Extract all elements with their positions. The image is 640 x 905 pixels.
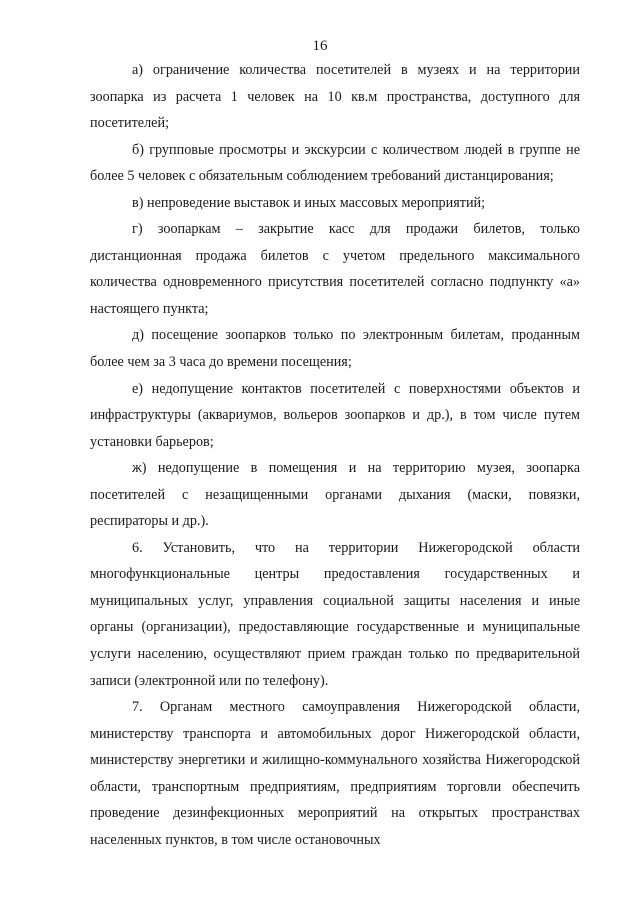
paragraph-item-v: в) непроведение выставок и иных массовых мероприятий;	[132, 194, 486, 211]
paragraph-section-6: 6. Установить, что на территории Нижегородской области многофункциональные центры предоставления государственных и муниципальных услуг, управления социальной защиты населения и иные органы (организации), предоставляющие государственные и муниципальные услуги населению, осуществляют прием граждан только по предварительной записи (электронной или по телефону).	[90, 539, 580, 689]
paragraph-item-b: б) групповые просмотры и экскурсии с количеством людей в группе не более 5 человек с обязательным соблюдением требований дистанцирования;	[90, 141, 580, 185]
paragraph-item-g: г) зоопаркам – закрытие касс для продажи билетов, только дистанционная продажа билетов с учетом предельного максимального количества одновременного присутствия посетителей согласно подпункту «а» настоящего пункта;	[90, 221, 580, 317]
page-number: 16	[312, 38, 328, 54]
paragraph-item-zh: ж) недопущение в помещения и на территорию музея, зоопарка посетителей с незащищенными органами дыхания (маски, повязки, респираторы и др.).	[90, 460, 580, 530]
paragraph-item-e: е) недопущение контактов посетителей с поверхностями объектов и инфраструктуры (аквариумов, вольеров зоопарков и др.), в том числе путем установки барьеров;	[90, 380, 580, 450]
paragraph-item-a: а) ограничение количества посетителей в музеях и на территории зоопарка из расчета 1 человек на 10 кв.м пространства, доступного для посетителей;	[90, 62, 580, 132]
paragraph-item-d: д) посещение зоопарков только по электронным билетам, проданным более чем за 3 часа до времени посещения;	[90, 327, 580, 371]
document-body	[90, 57, 580, 853]
paragraph-section-7: 7. Органам местного самоуправления Нижегородской области, министерству транспорта и автомобильных дорог Нижегородской области, министерству энергетики и жилищно-коммунального хозяйства Нижегородской области, транспортным предприятиям, предприятиям торговли обеспечить проведение дезинфекционных мероприятий на открытых пространствах населенных пунктов, в том числе остановочных	[90, 699, 580, 848]
